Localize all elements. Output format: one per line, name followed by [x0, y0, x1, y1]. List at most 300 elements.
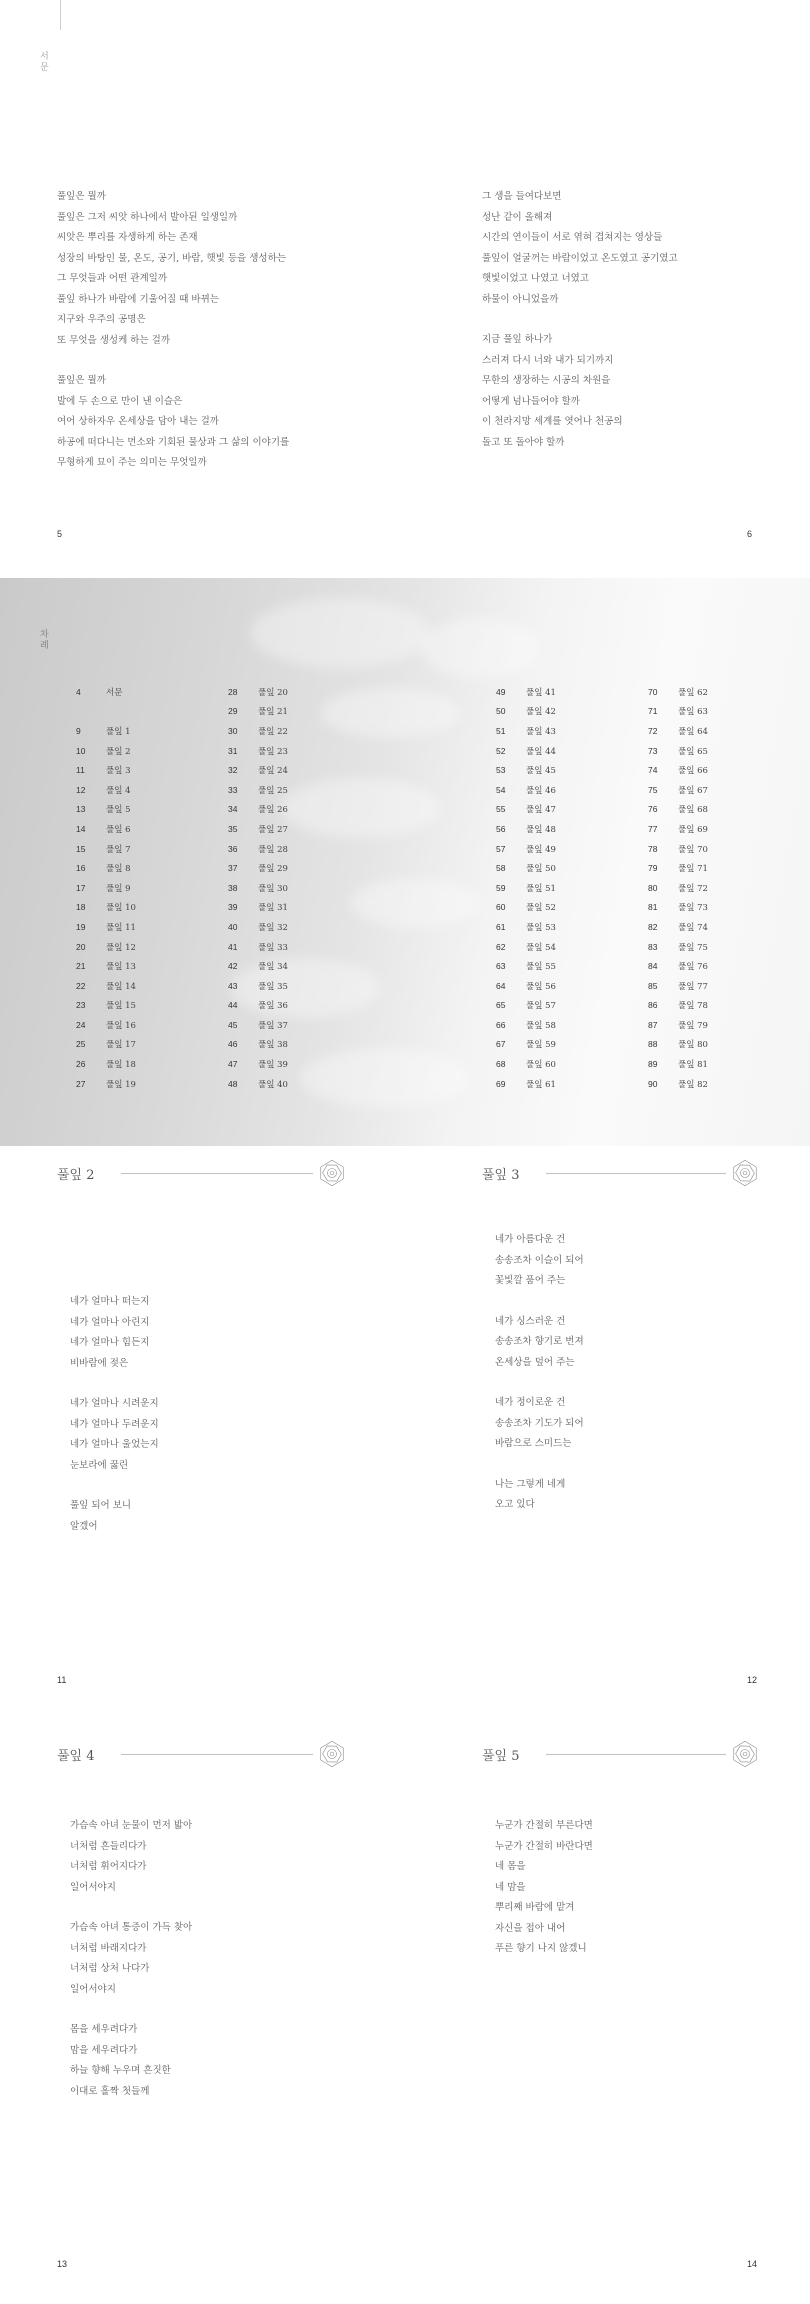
poem-line: 성장의 바탕인 물, 온도, 공기, 바람, 햇빛 등을 생성하는: [57, 252, 286, 264]
contents-title: 풀잎 36: [258, 1001, 288, 1012]
poem-line: 알겠어: [70, 1520, 98, 1532]
contents-entry: [648, 682, 708, 702]
contents-entry: [496, 839, 556, 859]
contents-entry: [76, 839, 136, 859]
leaf-shadow: [420, 618, 540, 678]
contents-entry: [228, 1054, 288, 1074]
contents-page-number: 49: [496, 686, 506, 697]
poem-line: 네가 얼마나 힘든지: [70, 1337, 150, 1348]
contents-page-number: 4: [76, 686, 81, 697]
contents-entry: [648, 780, 708, 800]
contents-entry: [648, 917, 708, 937]
contents-entry: [228, 1035, 288, 1055]
contents-title: 풀잎 24: [258, 766, 288, 777]
contents-entry: [228, 839, 288, 859]
contents-page-number: 10: [76, 745, 86, 756]
contents-page-number: 32: [228, 765, 238, 776]
poem-line: 네가 아름다운 건: [495, 1234, 566, 1245]
flower-emblem-icon: [730, 1739, 760, 1769]
contents-page-number: 82: [648, 921, 658, 932]
contents-page-number: 71: [648, 706, 658, 717]
contents-entry: [228, 937, 288, 957]
poem-line: 네 맘을: [495, 1881, 526, 1893]
contents-entry: [228, 819, 288, 839]
contents-page-number: 72: [648, 725, 658, 736]
contents-title: 풀잎 56: [526, 981, 556, 992]
contents-page-number: 25: [76, 1039, 86, 1050]
contents-entry: [228, 702, 288, 722]
contents-entry: [228, 800, 288, 820]
poem-line: 지금 풀잎 하나가: [482, 334, 553, 345]
contents-page-number: 40: [228, 921, 238, 932]
contents-title: 풀잎 59: [526, 1040, 556, 1051]
contents-entry: [76, 1035, 136, 1055]
contents-title: 풀잎 67: [678, 785, 708, 796]
contents-entry: [228, 858, 288, 878]
contents-title: 풀잎 69: [678, 824, 708, 835]
contents-page-number: 19: [76, 921, 86, 932]
flower-emblem-icon: [317, 1739, 347, 1769]
contents-page-number: 27: [76, 1078, 86, 1089]
poem-line: 네가 얼마나 울었는지: [70, 1439, 159, 1450]
contents-title: 풀잎 21: [258, 707, 288, 718]
contents-title: 풀잎 8: [106, 864, 131, 875]
poem-line: 풀잎은 그저 씨앗 하나에서 발아된 일생일까: [57, 211, 238, 223]
contents-entry: [76, 937, 136, 957]
contents-entry: [648, 858, 708, 878]
contents-entry: [496, 858, 556, 878]
contents-page-number: 73: [648, 745, 658, 756]
poem-line: 씨앗은 뿌리를 자생하게 하는 존재: [57, 232, 198, 243]
contents-page-number: 51: [496, 725, 506, 736]
contents-page-number: 50: [496, 706, 506, 717]
contents-title: 풀잎 46: [526, 785, 556, 796]
poem-line: 어떻게 넘나들어야 할까: [482, 395, 580, 407]
poem-line: 또 무엇을 생성케 하는 걸까: [57, 334, 171, 346]
contents-entry: [76, 996, 136, 1016]
poem-line: 너처럼 바래지다가: [70, 1942, 147, 1954]
contents-title: 풀잎 66: [678, 766, 708, 777]
contents-title: 풀잎 4: [106, 785, 131, 796]
poem-line: 여어 상하자우 온세상을 담아 내는 걸까: [57, 416, 219, 427]
poem-line: 하공에 떠다니는 먼소와 기회된 물상과 그 삶의 이야기를: [57, 436, 290, 448]
poem-line: 이 천라지망 세계를 엿어나 천공의: [482, 416, 623, 427]
poem-line: 일어서야지: [70, 1881, 116, 1893]
contents-title: 풀잎 71: [678, 864, 708, 875]
contents-title: 풀잎 5: [106, 805, 131, 816]
contents-entry: [648, 976, 708, 996]
contents-entry: [228, 956, 288, 976]
poem-line: 햇빛이었고 나였고 너였고: [482, 273, 589, 284]
contents-title: 풀잎 20: [258, 687, 288, 698]
poem-line: 너처럼 휘어지다가: [70, 1861, 147, 1872]
poem-spread: [0, 1146, 810, 1724]
poem-line: 나는 그렇게 네게: [495, 1478, 566, 1490]
contents-page-number: 41: [228, 941, 238, 952]
contents-entry: [496, 996, 556, 1016]
preface-right-text: [482, 187, 678, 453]
stanza-gap: [70, 2000, 192, 2020]
contents-column: [228, 682, 288, 1093]
contents-title: 풀잎 47: [526, 805, 556, 816]
poem-line: 네가 얼마나 시려운지: [70, 1398, 159, 1409]
leaf-shadow: [350, 878, 480, 928]
contents-title: 풀잎 60: [526, 1060, 556, 1071]
title-rule: [546, 1173, 726, 1174]
contents-entry: [496, 898, 556, 918]
contents-entry: [228, 996, 288, 1016]
contents-page-number: 35: [228, 823, 238, 834]
poem-line: 뿌리째 바람에 맡겨: [495, 1902, 575, 1913]
contents-title: 풀잎 41: [526, 687, 556, 698]
page-number: 14: [747, 2259, 758, 2269]
contents-entry: [228, 1074, 288, 1094]
contents-title: 풀잎 81: [678, 1060, 708, 1071]
contents-entry: [76, 800, 136, 820]
section-label: 차례: [40, 630, 53, 651]
contents-entry: [648, 819, 708, 839]
contents-page-number: 22: [76, 980, 86, 991]
contents-page-number: 44: [228, 1000, 238, 1011]
contents-title: 풀잎 73: [678, 903, 708, 914]
contents-entry: [496, 878, 556, 898]
contents-title: 풀잎 34: [258, 962, 288, 973]
contents-title: 풀잎 80: [678, 1040, 708, 1051]
contents-page-number: 21: [76, 961, 86, 972]
contents-entry: [76, 819, 136, 839]
contents-entry: [648, 760, 708, 780]
contents-entry: [76, 858, 136, 878]
contents-page-number: 28: [228, 686, 238, 697]
poem-line: 돌고 또 돌아야 할까: [482, 436, 565, 448]
stanza-gap: [70, 1476, 159, 1496]
contents-entry: [496, 800, 556, 820]
contents-column: [76, 682, 136, 1093]
poem-line: 송송조차 이슬이 되어: [495, 1254, 584, 1266]
contents-page-number: 70: [648, 686, 658, 697]
contents-title: 풀잎 19: [106, 1079, 136, 1090]
contents-title: 풀잎 22: [258, 726, 288, 737]
contents-title: 풀잎 53: [526, 922, 556, 933]
contents-title: 서문: [106, 687, 123, 698]
contents-entry: [228, 760, 288, 780]
contents-entry: [228, 917, 288, 937]
contents-title: 풀잎 50: [526, 864, 556, 875]
contents-entry: [76, 1074, 136, 1094]
contents-page-number: 78: [648, 843, 658, 854]
contents-page-number: 65: [496, 1000, 506, 1011]
page-number: 11: [57, 1675, 67, 1685]
section-marker-line: [60, 0, 61, 30]
poem-line: 자신을 접아 내어: [495, 1922, 566, 1934]
stanza-gap: [482, 310, 678, 330]
poem-line: 온세상을 덮어 주는: [495, 1356, 575, 1368]
contents-entry: [76, 741, 136, 761]
contents-page-number: 85: [648, 980, 658, 991]
contents-title: 풀잎 75: [678, 942, 708, 953]
contents-title: 풀잎 28: [258, 844, 288, 855]
contents-entry: [76, 976, 136, 996]
contents-title: 풀잎 74: [678, 922, 708, 933]
contents-page-number: 84: [648, 961, 658, 972]
contents-title: 풀잎 6: [106, 824, 131, 835]
page-number: 6: [747, 529, 753, 539]
poem-line: 이대로 홀짝 첫들께: [70, 2085, 150, 2097]
contents-page-number: 53: [496, 765, 506, 776]
contents-entry: [648, 956, 708, 976]
contents-title: 풀잎 13: [106, 962, 136, 973]
contents-title: 풀잎 40: [258, 1079, 288, 1090]
contents-entry: [648, 937, 708, 957]
contents-title: 풀잎 11: [106, 922, 136, 933]
poem-line: 몸을 세우려다가: [70, 2024, 138, 2035]
contents-page-number: 37: [228, 863, 238, 874]
contents-entry: [648, 996, 708, 1016]
contents-page-number: 89: [648, 1059, 658, 1070]
contents-page-number: 14: [76, 823, 86, 834]
contents-page-number: 88: [648, 1039, 658, 1050]
poem-line: 풀잎 되어 보니: [70, 1500, 132, 1511]
contents-title: 풀잎 76: [678, 962, 708, 973]
poem-line: 네가 얼마나 두려운지: [70, 1418, 159, 1430]
contents-entry: [496, 1074, 556, 1094]
contents-title: 풀잎 51: [526, 883, 556, 894]
contents-title: 풀잎 7: [106, 844, 131, 855]
stanza-gap: [57, 351, 289, 371]
contents-title: 풀잎 44: [526, 746, 556, 757]
contents-spread: [0, 578, 810, 1146]
poem-line: 누군가 간절히 부른다면: [495, 1820, 593, 1831]
flower-emblem-icon: [730, 1158, 760, 1188]
poem-line: 그 생을 들여다보면: [482, 191, 562, 202]
contents-title: 풀잎 3: [106, 766, 131, 777]
leaf-shadow: [280, 778, 440, 838]
contents-page-number: 9: [76, 725, 81, 736]
contents-page-number: 81: [648, 902, 658, 913]
stanza-gap: [495, 1292, 584, 1312]
poem-header: [57, 1739, 347, 1769]
contents-page-number: 55: [496, 804, 506, 815]
contents-title: 풀잎 29: [258, 864, 288, 875]
poem-line: 일어서야지: [70, 1983, 116, 1995]
contents-page-number: 20: [76, 941, 86, 952]
poem-header: [482, 1158, 760, 1188]
poem-spread: [0, 1724, 810, 2302]
poem-line: 그 무엇들과 어떤 관계일까: [57, 273, 168, 284]
stanza-gap: [70, 1898, 192, 1918]
contents-page-number: 29: [228, 706, 238, 717]
contents-title: 풀잎 49: [526, 844, 556, 855]
contents-title: 풀잎 63: [678, 707, 708, 718]
poem-line: 지구와 우주의 공명은: [57, 314, 146, 325]
poem-line: 네 몸을: [495, 1861, 526, 1872]
contents-entry: [76, 1015, 136, 1035]
contents-page-number: 62: [496, 941, 506, 952]
contents-page-number: 59: [496, 882, 506, 893]
contents-title: 풀잎 61: [526, 1079, 556, 1090]
contents-title: 풀잎 30: [258, 883, 288, 894]
contents-page-number: 77: [648, 823, 658, 834]
contents-title: 풀잎 62: [678, 687, 708, 698]
contents-page-number: 13: [76, 804, 86, 815]
contents-entry: [648, 800, 708, 820]
contents-page-number: 79: [648, 863, 658, 874]
contents-entry: [648, 1015, 708, 1035]
contents-title: 풀잎 82: [678, 1079, 708, 1090]
poem-line: 풀잎은 뭘까: [57, 191, 106, 202]
poem-line: 풀잎은 뭘까: [57, 375, 106, 386]
contents-title: 풀잎 15: [106, 1001, 136, 1012]
contents-title: 풀잎 1: [106, 726, 131, 737]
poem-line: 네가 얼마나 떠는지: [70, 1296, 150, 1307]
page-number: 5: [57, 529, 63, 539]
contents-title: 풀잎 68: [678, 805, 708, 816]
poem-line: 가슴속 아녀 눈물이 먼저 밟아: [70, 1820, 193, 1831]
contents-page-number: 76: [648, 804, 658, 815]
poem-line: 푸른 향기 나지 않겠니: [495, 1943, 587, 1954]
title-rule: [121, 1754, 313, 1755]
contents-page-number: 54: [496, 784, 506, 795]
poem-line: 스러져 다시 너와 내가 되기까지: [482, 354, 614, 366]
contents-entry: [76, 956, 136, 976]
contents-page-number: 58: [496, 863, 506, 874]
contents-entry: [496, 741, 556, 761]
contents-page-number: 39: [228, 902, 238, 913]
flower-emblem-icon: [317, 1158, 347, 1188]
contents-title: 풀잎 18: [106, 1060, 136, 1071]
contents-entry: [228, 1015, 288, 1035]
poem-line: 무형하게 묘이 주는 의미는 무엇일까: [57, 457, 207, 468]
contents-entry: [76, 898, 136, 918]
contents-entry: [496, 1054, 556, 1074]
contents-page-number: 87: [648, 1019, 658, 1030]
contents-entry: [228, 721, 288, 741]
leaf-shadow: [320, 688, 460, 738]
contents-page-number: 16: [76, 863, 86, 874]
contents-entry: [228, 878, 288, 898]
poem-line: 눈보라에 꿇린: [70, 1459, 129, 1471]
poem-line: 성난 같이 올해져: [482, 211, 553, 223]
contents-entry: [228, 976, 288, 996]
poem-title: 풀잎 2: [57, 1167, 95, 1183]
poem-line: 가슴속 아녀 통증이 가득 찾아: [70, 1922, 193, 1933]
stanza-gap: [495, 1455, 584, 1475]
contents-title: 풀잎 14: [106, 981, 136, 992]
contents-entry: [76, 1054, 136, 1074]
contents-title: 풀잎 33: [258, 942, 288, 953]
contents-title: 풀잎 35: [258, 981, 288, 992]
poem-line: 맘을 세우려다가: [70, 2044, 138, 2056]
poem-line: 풀잎이 얼굴꺼는 바람이었고 온도였고 공기였고: [482, 252, 678, 264]
contents-page-number: 15: [76, 843, 86, 854]
contents-entry: [76, 780, 136, 800]
contents-title: 풀잎 64: [678, 726, 708, 737]
contents-title: 풀잎 31: [258, 903, 288, 914]
contents-entry: [228, 741, 288, 761]
contents-title: 풀잎 32: [258, 922, 288, 933]
contents-title: 풀잎 52: [526, 903, 556, 914]
contents-title: 풀잎 37: [258, 1020, 288, 1031]
contents-page-number: 90: [648, 1078, 658, 1089]
contents-page-number: 83: [648, 941, 658, 952]
contents-page-number: 47: [228, 1059, 238, 1070]
contents-title: 풀잎 45: [526, 766, 556, 777]
contents-entry: [648, 839, 708, 859]
contents-entry: [496, 1015, 556, 1035]
page-number: 12: [747, 1675, 758, 1685]
contents-title: 풀잎 39: [258, 1060, 288, 1071]
poem-line: 비바람에 젖은: [70, 1357, 129, 1369]
poem-line: 하물이 아니었을까: [482, 293, 559, 305]
contents-entry: [496, 976, 556, 996]
contents-entry: [496, 1035, 556, 1055]
contents-page-number: 63: [496, 961, 506, 972]
poem-line: 발에 두 손으로 만이 낸 이슬은: [57, 395, 183, 407]
contents-title: 풀잎 2: [106, 746, 131, 757]
contents-title: 풀잎 9: [106, 883, 131, 894]
poem-line: 시간의 연이들이 서로 엮혀 겹쳐지는 영상들: [482, 232, 663, 243]
contents-page-number: 43: [228, 980, 238, 991]
section-label: 서문: [40, 52, 53, 73]
contents-page-number: 24: [76, 1019, 86, 1030]
poem-line: 네가 싱스러운 건: [495, 1315, 566, 1327]
poem-line: 하늘 향해 누우며 흔짓한: [70, 2065, 171, 2076]
contents-entry: [648, 721, 708, 741]
contents-entry: [648, 898, 708, 918]
contents-title: 풀잎 17: [106, 1040, 136, 1051]
contents-entry: [496, 819, 556, 839]
contents-page-number: 75: [648, 784, 658, 795]
stanza-gap: [70, 1374, 159, 1394]
contents-entry: [648, 1074, 708, 1094]
contents-column: [648, 682, 708, 1093]
contents-page-number: 48: [228, 1078, 238, 1089]
poem-line: 누군가 간절히 바란다면: [495, 1840, 593, 1852]
contents-entry: [228, 780, 288, 800]
poem-line: 네가 얼마나 아린지: [70, 1316, 150, 1328]
contents-page-number: 12: [76, 784, 86, 795]
contents-title: 풀잎 78: [678, 1001, 708, 1012]
contents-page-number: 33: [228, 784, 238, 795]
contents-page-number: 60: [496, 902, 506, 913]
contents-page-number: 23: [76, 1000, 86, 1011]
contents-title: 풀잎 27: [258, 824, 288, 835]
poem-body: [70, 1816, 192, 2102]
contents-title: 풀잎 70: [678, 844, 708, 855]
poem-line: 오고 있다: [495, 1499, 535, 1510]
contents-entry: [76, 682, 136, 702]
poem-line: 바람으로 스미드는: [495, 1438, 572, 1449]
contents-title: 풀잎 38: [258, 1040, 288, 1051]
contents-entry: [76, 917, 136, 937]
poem-body: [70, 1292, 159, 1537]
contents-entry: [648, 878, 708, 898]
contents-entry: [76, 878, 136, 898]
contents-entry: [496, 956, 556, 976]
leaf-shadow: [250, 598, 430, 668]
contents-entry: [496, 682, 556, 702]
contents-entry: [648, 1054, 708, 1074]
contents-page-number: 38: [228, 882, 238, 893]
contents-title: 풀잎 12: [106, 942, 136, 953]
contents-entry: [76, 760, 136, 780]
contents-title: 풀잎 55: [526, 962, 556, 973]
contents-entry: [496, 937, 556, 957]
poem-line: 무한의 생장하는 시공의 차원을: [482, 375, 611, 386]
stanza-gap: [495, 1373, 584, 1393]
contents-page-number: 30: [228, 725, 238, 736]
contents-page-number: 68: [496, 1059, 506, 1070]
